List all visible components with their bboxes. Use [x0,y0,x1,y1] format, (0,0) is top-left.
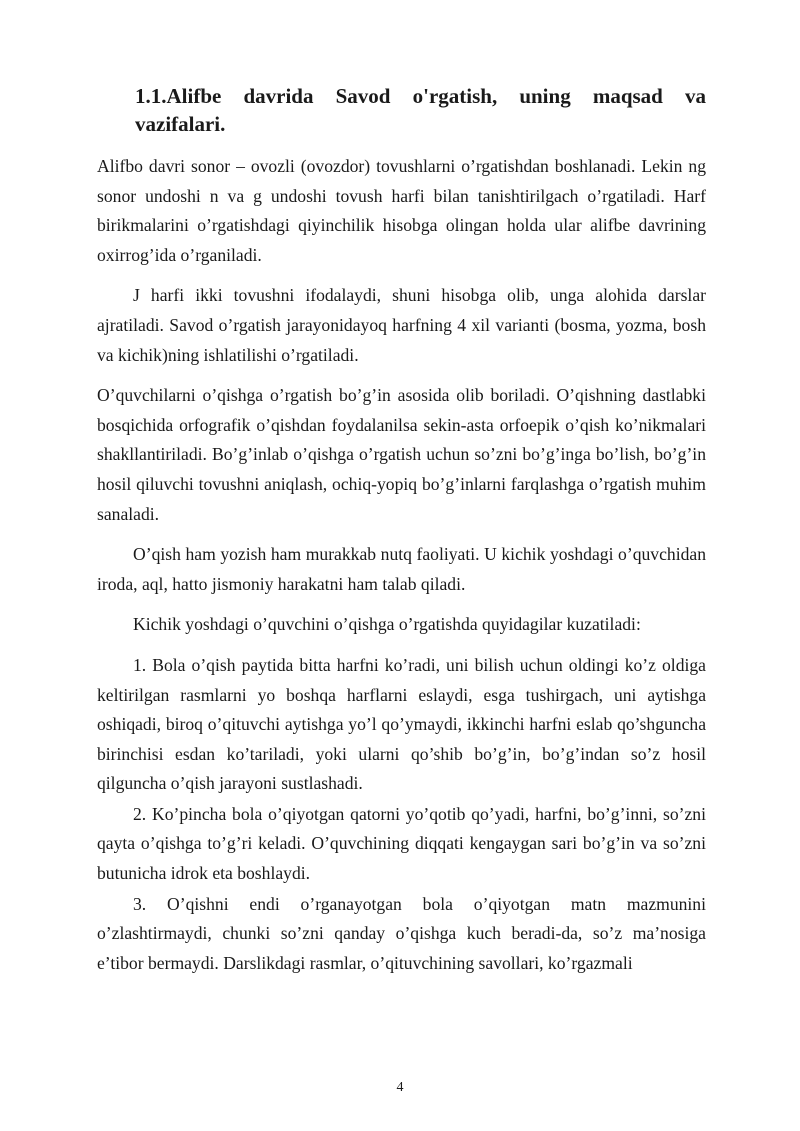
document-page [97,82,706,979]
page-number: 4 [396,1080,404,1095]
list-item-1: 1. Bola o’qish paytida bitta harfni ko’radi, uni bilish uchun oldingi ko’z oldiga keltirilgan rasmlarni yo boshqa harflarni eslaydi, esga tushirgach, uni aytishga oshiqadi, biroq o’qituvchi aytishga yo’l qo’ymaydi, ikkinchi harfni eslab qo’shguncha birinchisi esdan ko’tariladi, yoki ularni qo’shib bo’g’in, bo’g’indan so’z hosil qilguncha o’qish jarayoni sustlashadi. [97,654,706,794]
section-heading-line-1: 1.1.Alifbe davrida Savod o'rgatish, uning maqsad va [135,84,706,108]
list-item-3: 3. O’qishni endi o’rganayotgan bola o’qiyotgan matn mazmunini o’zlashtirmaydi, chunki so’zni qanday o’qishga kuch beradi-da, so’z ma’nosiga e’tibor bermaydi. Darslikdagi rasmlar, o’qituvchining savollari, ko’rgazmali [97,893,706,973]
paragraph-alifbo-davri: Alifbo davri sonor – ovozli (ovozdor) tovushlarni o’rgatishdan boshlanadi. Lekin ng sonor undoshi n va g undoshi tovush harfi bilan tanishtirilgach o’rgatiladi. Harf birikmalarini o’rgatishdagi qiyinchilik hisobga olingan holda ular alifbe davrining oxirrog’ida o’rganiladi. [97,156,706,265]
paragraph-j-harfi: J harfi ikki tovushni ifodalaydi, shuni hisobga olib, unga alohida darslar ajratiladi. Savod o’rgatish jarayonidayoq harfning 4 xil varianti (bosma, yozma, bosh va kichik)ning ishlatilishi o’rgatiladi. [97,285,706,365]
section-heading [135,82,706,138]
paragraph-kuzatiladi: Kichik yoshdagi o’quvchini o’qishga o’rgatishda quyidagilar kuzatiladi: [133,614,641,635]
paragraph-boghin-asosida: O’quvchilarni o’qishga o’rgatish bo’g’in asosida olib boriladi. O’qishning dastlabki bosqichida orfografik o’qishdan foydalanilsa sekin-asta orfoepik o’qish ko’nikmalari shakllantiriladi. Bo’g’inlab o’qishga o’rgatish uchun so’zni bo’g’inga bo’lish, bo’g’in hosil qiluvchi tovushni aniqlash, ochiq-yopiq bo’g’inlarni farqlashga o’rgatish muhim sanaladi. [97,385,706,524]
list-item-2: 2. Ko’pincha bola o’qiyotgan qatorni yo’qotib qo’yadi, harfni, bo’g’inni, so’zni qayta o’qishga to’g’ri keladi. O’quvchining diqqati kengaygan sari bo’g’in va so’zni butunicha idrok eta boshlaydi. [97,803,706,884]
section-heading-line-2: vazifalari. [135,112,226,136]
paragraph-oqish-yozish: O’qish ham yozish ham murakkab nutq faoliyati. U kichik yoshdagi o’quvchidan iroda, aql, hatto jismoniy harakatni ham talab qiladi. [97,544,706,594]
